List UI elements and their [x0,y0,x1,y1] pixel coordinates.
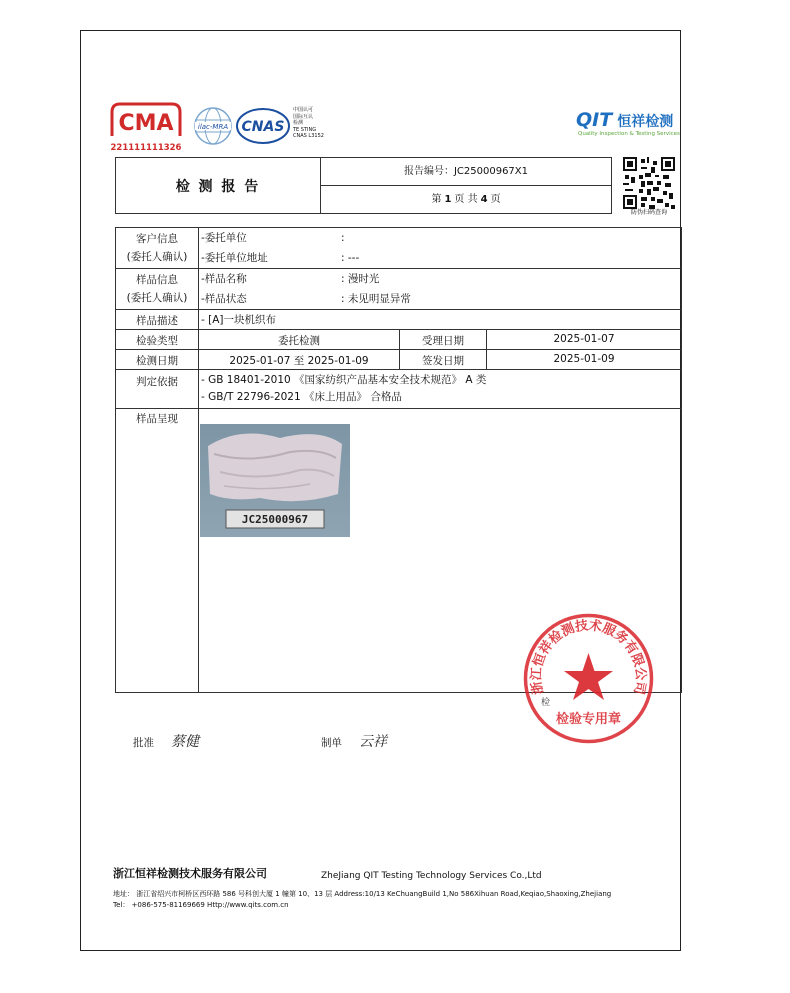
cnas-mark-icon [236,107,291,145]
presentation-label: 样品呈现 [136,413,178,425]
client-unit-value: : [341,232,345,244]
report-title: 检 测 报 告 [116,158,321,213]
svg-text:检验专用章: 检验专用章 [555,712,622,727]
client-address-label: -委托单位地址 [201,252,268,264]
issue-date-value: 2025-01-09 [553,353,615,365]
cnas-side-text: 中国认可 国际互认 检测 TE STING CNAS L3152 [293,107,324,139]
footer-company-cn: 浙江恒祥检测技术服务有限公司 [113,867,267,880]
qr-caption: 防伪扫码查询 [630,209,667,216]
report-no-row: 报告编号： JC25000967X1 [321,158,611,186]
client-address-value: : --- [341,252,360,264]
sample-desc-value: - [A]一块机织布 [201,314,277,326]
svg-text:浙江恒祥检测技术服务有限公司: 浙江恒祥检测技术服务有限公司 [529,618,648,696]
qit-logo-cn: 恒祥检测 [617,114,674,130]
cma-logo [110,102,182,152]
accept-date-label: 受理日期 [422,335,464,347]
client-unit-label: -委托单位 [201,232,247,244]
stamp-seal-icon [521,611,656,746]
sample-desc-label: 样品描述 [136,315,178,327]
stamp-inner-small-text: 检 [541,698,551,708]
cma-number: 221111111326 [110,143,182,153]
customer-label: 客户信息 (委托人确认) [126,233,188,263]
qr-code-icon [623,157,675,209]
report-page [80,30,681,951]
footer-company-en: ZheJiang QIT Testing Technology Services Co.,Ltd [321,871,542,881]
sample-photo [200,424,350,537]
qit-logo [576,109,681,139]
prepare-label: 制单 [321,737,342,749]
page-info-row: 第 1 页 共 4 页 [431,193,501,205]
accept-date-value: 2025-01-07 [553,333,615,345]
sample-status-value: : 未见明显异常 [341,293,411,305]
sample-name-label: -样品名称 [201,273,247,285]
qit-logo-text: QIT [576,109,613,131]
test-date-label: 检测日期 [136,355,178,367]
report-number: JC25000967X1 [453,165,529,177]
fabric-image [200,424,350,537]
svg-text:CMA: CMA [118,111,174,136]
ilac-logo [193,106,233,146]
svg-text:ilac-MRA: ilac-MRA [197,123,229,131]
ilac-globe-icon [193,106,233,146]
photo-tag-text: JC25000967 [241,513,309,526]
footer-tel: Tel： +086-575-81169669 Http://www.qits.com.cn [113,901,289,909]
basis-label: 判定依据 [136,376,178,388]
test-date-value: 2025-01-07 至 2025-01-09 [229,355,369,367]
approve-signature: 蔡健 [171,734,199,750]
title-block [115,157,612,214]
cma-mark-icon [110,102,182,138]
qit-tagline: Quality Inspection & Testing Services [578,131,680,137]
svg-text:CNAS: CNAS [241,119,285,135]
basis-line-1: - GB 18401-2010 《国家纺织产品基本安全技术规范》 A 类 [201,374,487,386]
prepare-signature: 云祥 [359,734,387,750]
inspection-type-value: 委托检测 [278,335,320,347]
footer-address: 地址： 浙江省绍兴市柯桥区西环路 586 号科创大厦 1 幢第 10、13 层 Address:10/13 KeChuangBuild 1,No 586Xihuan Road,Keqiao,Shaoxing,Zhejiang [113,890,612,898]
official-stamp [521,611,656,746]
approve-label: 批准 [133,737,154,749]
sample-status-label: -样品状态 [201,293,247,305]
qr-code [623,157,678,216]
basis-line-2: - GB/T 22796-2021 《床上用品》 合格品 [201,391,402,403]
sample-name-value: : 漫时光 [341,273,380,285]
sample-info-label: 样品信息 (委托人确认) [126,274,188,304]
issue-date-label: 签发日期 [422,355,464,367]
cnas-logo [236,107,291,145]
inspection-type-label: 检验类型 [136,335,178,347]
